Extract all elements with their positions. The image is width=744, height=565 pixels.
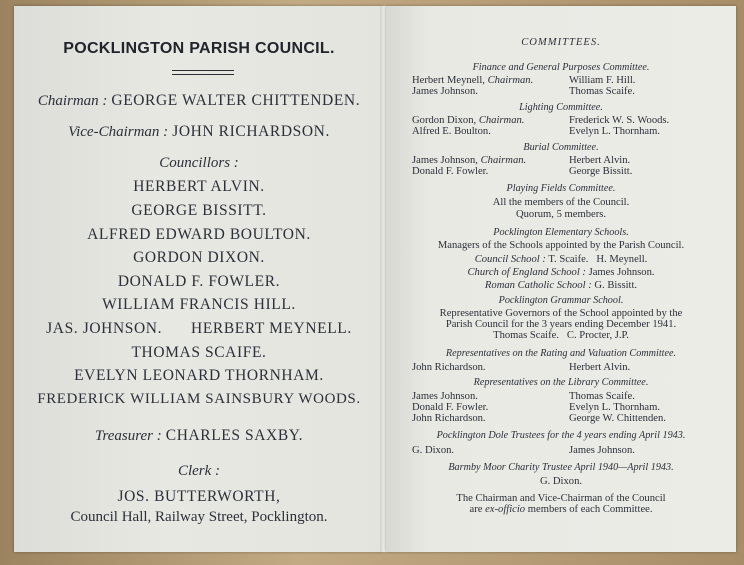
member-entry: Donald F. Fowler. xyxy=(412,402,489,413)
right-page xyxy=(386,6,736,552)
member-entry: James Johnson. xyxy=(412,391,478,402)
clerk-address: Council Hall, Railway Street, Pocklington. xyxy=(70,509,328,525)
member-entry: Herbert Alvin. xyxy=(569,362,631,373)
rating-committee-title: Representatives on the Rating and Valuation Committee. xyxy=(445,348,677,359)
church-school-line: Church of England School : James Johnson. xyxy=(467,267,655,278)
councillors-label: Councillors : xyxy=(159,155,239,171)
member-entry: James Johnson. xyxy=(412,86,478,97)
member-entry: Thomas Scaife. xyxy=(569,86,635,97)
grammar-school-line: Representative Governors of the School appointed by the xyxy=(439,308,683,319)
councillor-name: THOMAS SCAIFE. xyxy=(131,344,267,361)
playing-fields-line: Quorum, 5 members. xyxy=(515,209,607,220)
member-entry: James Johnson. xyxy=(569,445,635,456)
barmby-trustee-title: Barmby Moor Charity Trustee April 1940—April 1943. xyxy=(448,462,674,473)
chairman-label: Chairman : xyxy=(37,93,108,109)
councillor-name: ALFRED EDWARD BOULTON. xyxy=(87,226,311,243)
grammar-school-line: Thomas Scaife. C. Procter, J.P. xyxy=(493,330,629,341)
member-entry: James Johnson, Chairman. xyxy=(412,155,527,166)
barmby-trustee-name: G. Dixon. xyxy=(539,476,583,487)
councillor-name: GEORGE BISSITT. xyxy=(131,202,267,219)
member-entry: Donald F. Fowler. xyxy=(412,166,489,177)
treasurer-line xyxy=(14,427,384,445)
elementary-schools-line: Managers of the Schools appointed by the Parish Council. xyxy=(437,240,685,251)
member-entry: Evelyn L. Thornham. xyxy=(569,402,661,413)
member-entry: G. Dixon. xyxy=(412,445,455,456)
councillor-name: FREDERICK WILLIAM SAINSBURY WOODS. xyxy=(37,391,361,407)
member-entry: George Bissitt. xyxy=(569,166,633,177)
closing-note-line: The Chairman and Vice-Chairman of the Council xyxy=(456,493,666,504)
left-page xyxy=(14,6,384,552)
councillor-name: DONALD F. FOWLER. xyxy=(117,273,281,290)
clerk-name: JOS. BUTTERWORTH, xyxy=(117,488,281,505)
council-title: POCKLINGTON PARISH COUNCIL. xyxy=(63,40,335,57)
grammar-school-title: Pocklington Grammar School. xyxy=(498,295,624,306)
vice-chairman-label: Vice-Chairman : xyxy=(68,124,169,140)
grammar-school-line: Parish Council for the 3 years ending December 1941. xyxy=(445,319,677,330)
councillor-name: GORDON DIXON. xyxy=(133,249,265,266)
councillor-name: HERBERT ALVIN. xyxy=(133,178,265,195)
title-rule-lower xyxy=(172,74,234,75)
councillor-name: JAS. JOHNSON. xyxy=(46,320,163,337)
finance-committee-title: Finance and General Purposes Committee. xyxy=(472,62,650,73)
burial-committee-title: Burial Committee. xyxy=(523,142,599,153)
member-entry: John Richardson. xyxy=(412,362,486,373)
councillor-name: HERBERT MEYNELL. xyxy=(191,320,352,337)
chairman-line xyxy=(14,92,384,110)
member-entry: Thomas Scaife. xyxy=(569,391,635,402)
councillor-name: WILLIAM FRANCIS HILL. xyxy=(102,296,296,313)
title-rule-upper xyxy=(172,70,234,71)
council-school-line: Council School : T. Scaife. H. Meynell. xyxy=(474,254,648,265)
vice-chairman-name: JOHN RICHARDSON. xyxy=(172,123,330,140)
treasurer-name: CHARLES SAXBY. xyxy=(165,427,304,444)
member-entry: Herbert Alvin. xyxy=(569,155,631,166)
member-entry: Herbert Meynell, Chairman. xyxy=(412,75,534,86)
library-committee-title: Representatives on the Library Committee. xyxy=(473,377,649,388)
treasurer-label: Treasurer : xyxy=(94,428,162,444)
member-entry: Evelyn L. Thornham. xyxy=(569,126,661,137)
playing-fields-title: Playing Fields Committee. xyxy=(506,183,616,194)
elementary-schools-title: Pocklington Elementary Schools. xyxy=(493,227,629,238)
lighting-committee-title: Lighting Committee. xyxy=(519,102,603,113)
closing-note-line: are ex-officio members of each Committee. xyxy=(469,504,653,515)
dole-trustees-title: Pocklington Dole Trustees for the 4 years ending April 1943. xyxy=(436,430,686,441)
playing-fields-line: All the members of the Council. xyxy=(492,197,630,208)
member-entry: Gordon Dixon, Chairman. xyxy=(412,115,525,126)
catholic-school-line: Roman Catholic School : G. Bissitt. xyxy=(484,280,638,291)
committees-heading: COMMITTEES. xyxy=(521,37,601,48)
member-entry: John Richardson. xyxy=(412,413,486,424)
member-entry: Frederick W. S. Woods. xyxy=(569,115,670,126)
councillor-name: EVELYN LEONARD THORNHAM. xyxy=(74,367,324,384)
chairman-name: GEORGE WALTER CHITTENDEN. xyxy=(111,92,361,109)
member-entry: William F. Hill. xyxy=(569,75,636,86)
member-entry: Alfred E. Boulton. xyxy=(412,126,491,137)
vice-chairman-line xyxy=(14,123,384,141)
member-entry: George W. Chittenden. xyxy=(569,413,666,424)
councillor-pair xyxy=(14,320,384,338)
clerk-label: Clerk : xyxy=(177,463,221,479)
